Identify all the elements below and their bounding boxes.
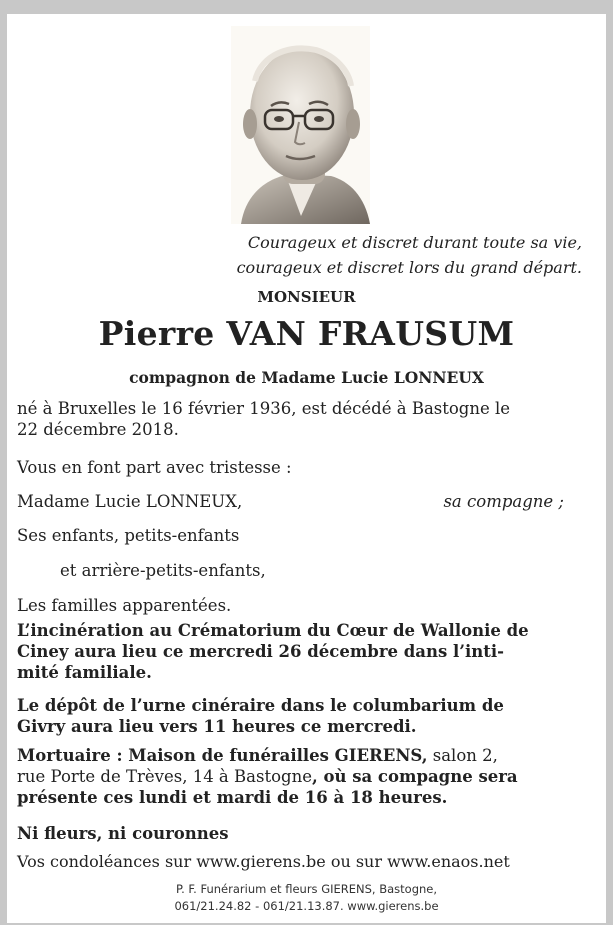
cremation-notice — [17, 620, 586, 683]
no-flowers-notice: Ni fleurs, ni couronnes — [17, 824, 229, 843]
obituary-card — [7, 14, 606, 923]
motto-line-2: courageux et discret lors du grand départ. — [236, 258, 582, 277]
partner-name: Madame Lucie LONNEUX, — [17, 492, 243, 511]
urn-line-1: Le dépôt de l’urne cinéraire dans le columbarium de — [17, 696, 504, 715]
mortuary-label: Mortuaire : Maison de funérailles GIERENS, — [17, 746, 428, 765]
funeral-home-footer — [7, 881, 606, 915]
mortuary-notice — [17, 745, 586, 808]
portrait-illustration — [231, 26, 370, 224]
motto-line-1: Courageux et discret durant toute sa vie, — [247, 233, 582, 252]
portrait-photo — [231, 26, 370, 224]
urn-line-2: Givry aura lieu vers 11 heures ce mercredi. — [17, 717, 417, 736]
families-line: Les familles apparentées. — [17, 596, 232, 615]
mortuary-address: rue Porte de Trèves, 14 à Bastogne — [17, 767, 312, 786]
partner-line — [17, 491, 586, 512]
condolences-line: Vos condoléances sur www.gierens.be ou sur www.enaos.net — [17, 852, 510, 871]
birth-line-1: né à Bruxelles le 16 février 1936, est décédé à Bastogne le — [17, 399, 511, 418]
motto — [237, 230, 582, 280]
companion-line: compagnon de Madame Lucie LONNEUX — [129, 368, 484, 387]
announcement: Vous en font part avec tristesse : — [17, 458, 292, 477]
urn-notice — [17, 695, 586, 737]
footer-line-2: 061/21.24.82 - 061/21.13.87. www.gierens.be — [174, 899, 439, 913]
cremation-line-2: Ciney aura lieu ce mercredi 26 décembre dans l’inti- — [17, 642, 505, 661]
mortuary-salon: salon 2, — [432, 746, 498, 765]
cremation-line-1: L’incinération au Crématorium du Cœur de Wallonie de — [17, 621, 529, 640]
great-grandchildren-line: et arrière-petits-enfants, — [60, 561, 266, 580]
footer-line-1: P. F. Funérarium et fleurs GIERENS, Bastogne, — [175, 882, 438, 896]
deceased-name: Pierre VAN FRAUSUM — [98, 314, 515, 353]
children-line: Ses enfants, petits-enfants — [17, 526, 240, 545]
mortuary-presence: , où sa compagne sera — [311, 767, 518, 786]
partner-role: sa compagne ; — [443, 492, 564, 511]
honorific-title: MONSIEUR — [257, 288, 356, 306]
birth-death-info — [17, 398, 586, 440]
birth-line-2: 22 décembre 2018. — [17, 420, 179, 439]
cremation-line-3: mité familiale. — [17, 663, 152, 682]
mortuary-line-3: présente ces lundi et mardi de 16 à 18 heures. — [17, 788, 448, 807]
